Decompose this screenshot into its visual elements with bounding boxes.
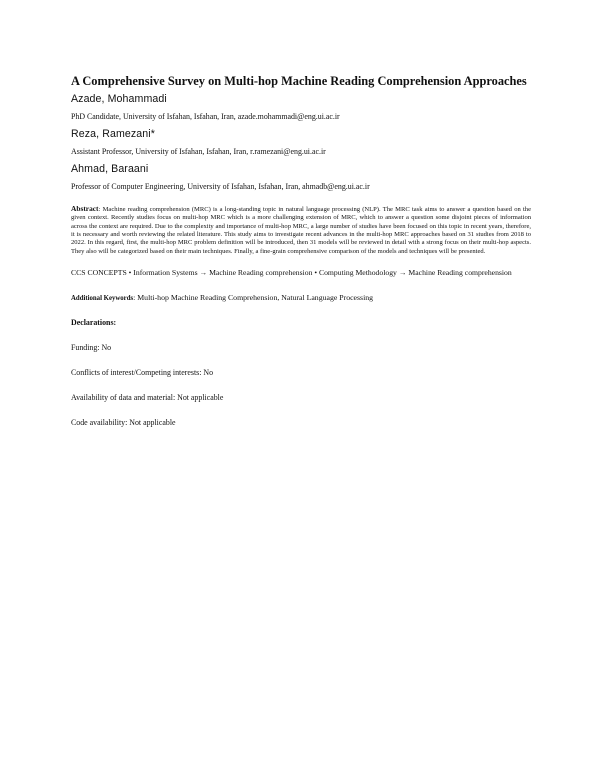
abstract-text: Machine reading comprehension (MRC) is a long-standing topic in natural language processing (NLP). The MRC task aims to answer a question based on the given context. Recently studies focus on multi-hop MRC which is a more challenging extension of MRC, which to answer a question some disjoint pieces of information across the context are required. Due to the complexity and importance of multi-hop MRC, a large number of studies have been focused on this topic in recent years, therefore, it is necessary and worth reviewing the related literature. This study aims to investigate recent advances in the multi-hop MRC approaches based on 31 studies from 2018 to 2022. In this regard, first, the multi-hop MRC problem definition will be introduced, then 31 models will be reviewed in detail with a strong focus on their multi-hop aspects. They also will be categorized based on their main techniques. Finally, a fine-grain comprehensive comparison of the models and techniques will be presented. bbox=[71, 206, 531, 255]
author-block-3 bbox=[71, 162, 531, 192]
ccs-concepts: CCS CONCEPTS • Information Systems → Machine Reading comprehension • Computing Methodology → Machine Reading comprehension bbox=[71, 268, 512, 278]
author-name: Azade, Mohammadi bbox=[71, 93, 167, 105]
keywords-label: Additional Keywords bbox=[71, 294, 134, 302]
author-block-1 bbox=[71, 92, 531, 122]
keywords-separator: : bbox=[133, 292, 138, 302]
paper-title: A Comprehensive Survey on Multi-hop Machine Reading Comprehension Approaches bbox=[71, 74, 527, 88]
abstract-label: Abstract bbox=[71, 204, 99, 213]
author-affiliation: Assistant Professor, University of Isfahan, Isfahan, Iran, r.ramezani@eng.ui.ac.ir bbox=[71, 147, 326, 156]
author-name: Ahmad, Baraani bbox=[71, 163, 149, 175]
author-affiliation: Professor of Computer Engineering, University of Isfahan, Isfahan, Iran, ahmadb@eng.ui.ac.ir bbox=[71, 182, 370, 191]
declaration-conflicts: Conflicts of interest/Competing interests: No bbox=[71, 367, 214, 377]
declarations-heading: Declarations: bbox=[71, 317, 117, 327]
abstract-separator: : bbox=[98, 206, 103, 213]
additional-keywords bbox=[71, 292, 531, 304]
declaration-data-availability: Availability of data and material: Not applicable bbox=[71, 392, 224, 402]
author-name: Reza, Ramezani* bbox=[71, 128, 155, 140]
declaration-funding: Funding: No bbox=[71, 342, 112, 352]
keywords-text: Multi-hop Machine Reading Comprehension, Natural Language Processing bbox=[137, 292, 374, 302]
paper-content bbox=[71, 73, 531, 428]
abstract bbox=[71, 205, 531, 256]
author-affiliation: PhD Candidate, University of Isfahan, Isfahan, Iran, azade.mohammadi@eng.ui.ac.ir bbox=[71, 112, 340, 121]
author-block-2 bbox=[71, 127, 531, 157]
declaration-code-availability: Code availability: Not applicable bbox=[71, 417, 176, 427]
